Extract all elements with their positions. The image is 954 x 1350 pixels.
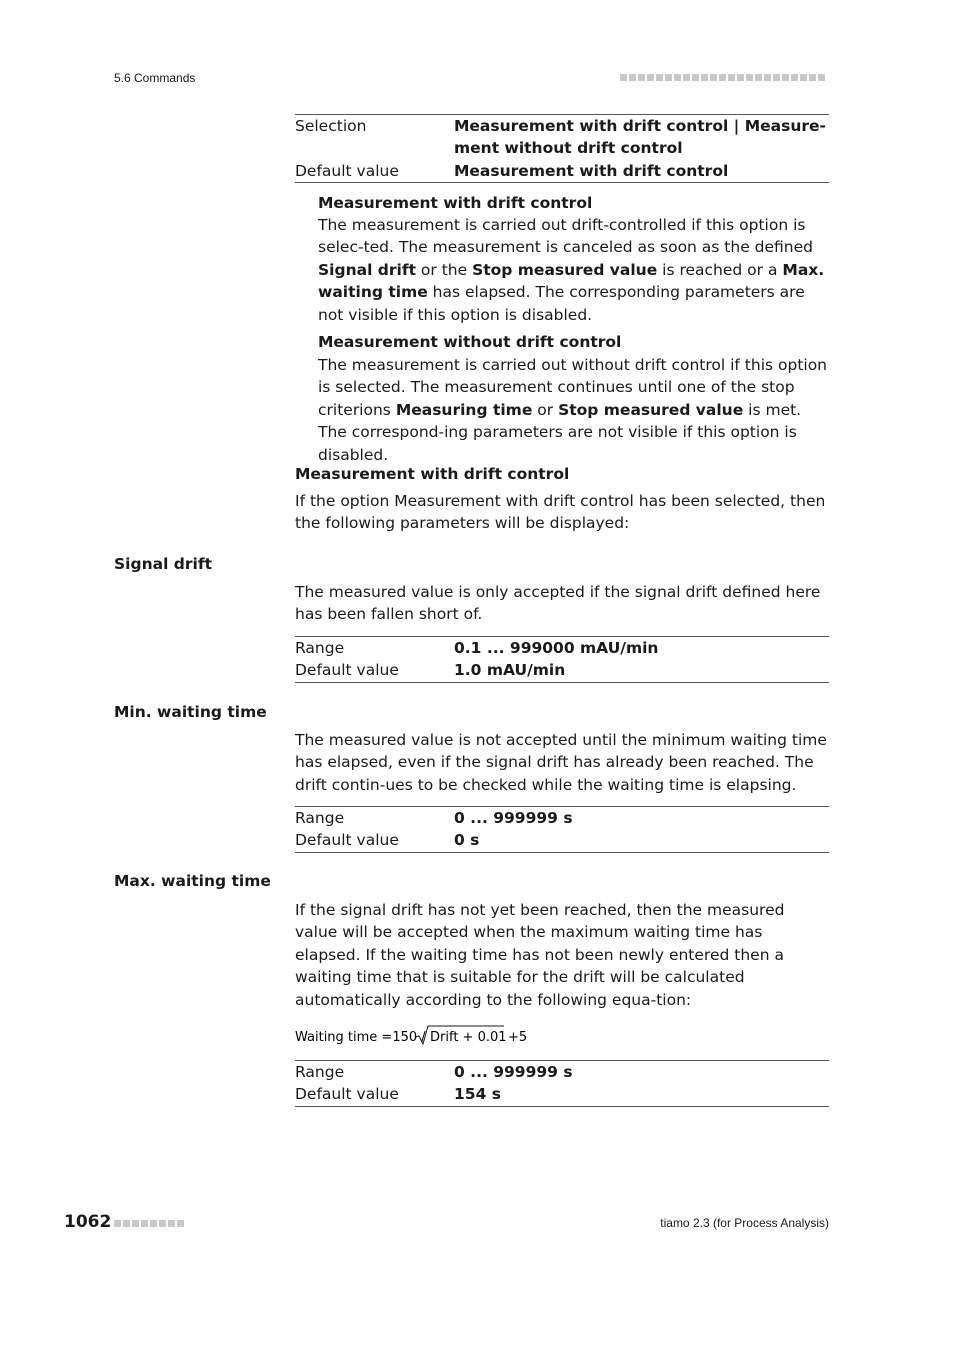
param-key: Selection <box>295 117 367 135</box>
waiting-time-formula <box>295 1024 535 1048</box>
subsection-heading: Measurement with drift control <box>295 465 570 483</box>
parameter-heading: Max. waiting time <box>114 872 271 890</box>
parameter-table <box>295 636 829 683</box>
header-decoration <box>620 74 829 82</box>
table-row <box>295 829 829 852</box>
option-title: Measurement with drift control <box>318 194 593 212</box>
formula-right: +5 <box>508 1030 528 1045</box>
param-value: 1.0 mAU/min <box>454 661 566 680</box>
param-key: Range <box>295 639 345 657</box>
option-description: The measurement is carried out drift-controlled if this option is selec-ted. The measurement is canceled as soon as the defined Signal drift or the Stop measured value is reached or a Max. waiting time has elapsed. The corresponding parameters are not visible if this option is disabled. <box>318 216 825 324</box>
parameter-description: The measured value is not accepted until the minimum waiting time has elapsed, even if the signal drift has already been reached. The drift contin-ues to be checked while the waiting time is elapsing. <box>295 731 827 794</box>
page-number: 1062 <box>64 1212 112 1232</box>
table-row <box>295 1083 829 1106</box>
param-value: Measurement with drift control | Measure-ment without drift control <box>454 117 826 158</box>
param-value: 0 ... 999999 s <box>454 1063 573 1081</box>
parameter-table <box>295 1060 829 1107</box>
parameter-heading: Signal drift <box>114 555 212 573</box>
table-row <box>295 637 829 660</box>
param-value: 0.1 ... 999000 mAU/min <box>454 639 659 657</box>
param-value: 0 s <box>454 831 480 850</box>
param-key: Range <box>295 1063 345 1081</box>
parameter-description: If the signal drift has not yet been reached, then the measured value will be accepted when the maximum waiting time has elapsed. If the waiting time has not been newly entered then a waiting time that is suitable for the drift will be calculated automatically according to the following equa-tion: <box>295 901 785 1009</box>
table-row <box>295 115 829 160</box>
table-row <box>295 160 829 183</box>
option-title: Measurement without drift control <box>318 333 622 351</box>
param-value: 0 ... 999999 s <box>454 809 573 827</box>
param-value: Measurement with drift control <box>454 161 729 180</box>
footer-decoration <box>114 1220 186 1239</box>
table-row <box>295 1061 829 1084</box>
option-description: The measurement is carried out without drift control if this option is selected. The measurement continues until one of the stop criterions Measuring time or Stop measured value is met. The correspond-ing parameters are not visible if this option is disabled. <box>318 356 828 464</box>
parameter-heading: Min. waiting time <box>114 703 267 721</box>
param-key: Default value <box>295 831 399 850</box>
param-value: 154 s <box>454 1085 501 1104</box>
table-row <box>295 807 829 830</box>
param-key: Default value <box>295 161 399 180</box>
parameter-table <box>295 806 829 853</box>
running-header: 5.6 Commands <box>114 71 196 85</box>
selection-table <box>295 114 829 183</box>
product-name: tiamo 2.3 (for Process Analysis) <box>660 1216 829 1230</box>
formula-root: Drift + 0.01 <box>430 1030 507 1045</box>
formula-left: Waiting time =150 / <box>295 1030 426 1045</box>
param-key: Default value <box>295 661 399 680</box>
parameter-description: The measured value is only accepted if the signal drift defined here has been fallen short of. <box>295 583 821 624</box>
table-row <box>295 659 829 682</box>
param-key: Default value <box>295 1085 399 1104</box>
subsection-text: If the option Measurement with drift control has been selected, then the following parameters will be displayed: <box>295 492 826 533</box>
param-key: Range <box>295 809 345 827</box>
